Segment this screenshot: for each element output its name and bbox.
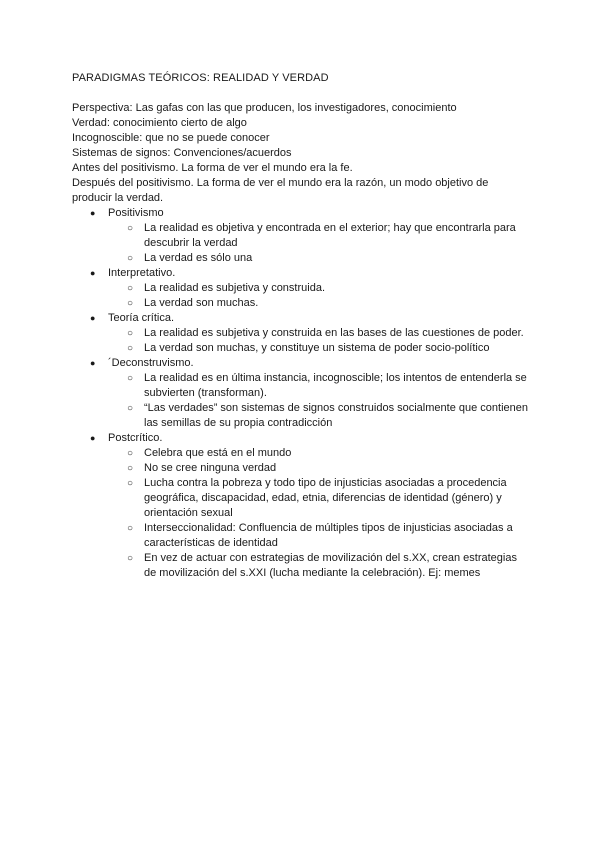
paradigm-point-text: La realidad es subjetiva y construida en las bases de las cuestiones de poder. [144,327,524,339]
sub-bullet-icon: ○ [127,283,134,294]
paradigm-point [108,341,530,356]
paradigm-item-postcritico [72,431,530,581]
paradigm-point-text: No se cree ninguna verdad [144,462,277,474]
paradigm-point [108,446,530,461]
paradigm-point [108,476,530,521]
sub-bullet-icon: ○ [127,223,134,234]
paradigm-point [108,251,530,266]
bullet-icon: ● [90,313,96,323]
paradigm-point-text: La realidad es objetiva y encontrada en el exterior; hay que encontrarla para descubrir la verdad [144,222,516,249]
sub-bullet-icon: ○ [127,463,134,474]
sub-bullet-icon: ○ [127,553,134,564]
paradigm-list [72,206,530,581]
paradigm-point [108,221,530,251]
paradigm-label: Positivismo [108,207,164,219]
paradigm-point-text: La realidad es en última instancia, incognoscible; los intentos de entenderla se subvierten (transforman). [144,372,527,399]
sub-bullet-icon: ○ [127,298,134,309]
paradigm-point-text: “Las verdades” son sistemas de signos construidos socialmente que contienen las semillas de su propia contradicción [144,402,528,429]
paradigm-label: Postcrítico. [108,432,163,444]
paradigm-point [108,401,530,431]
paradigm-point [108,521,530,551]
intro-line-perspectiva: Perspectiva: Las gafas con las que producen, los investigadores, conocimiento [72,102,457,114]
paradigm-item-teoria-critica [72,311,530,356]
bullet-icon: ● [90,268,96,278]
paradigm-sublist [108,281,530,311]
paradigm-point [108,461,530,476]
paradigm-point-text: La verdad son muchas. [144,297,259,309]
sub-bullet-icon: ○ [127,343,134,354]
intro-line-antes: Antes del positivismo. La forma de ver el mundo era la fe. [72,162,353,174]
sub-bullet-icon: ○ [127,403,134,414]
paradigm-point-text: Celebra que está en el mundo [144,447,292,459]
paradigm-point [108,371,530,401]
paradigm-item-interpretativo [72,266,530,311]
paradigm-point [108,551,530,581]
paradigm-point [108,326,530,341]
intro-line-despues: Después del positivismo. La forma de ver el mundo era la razón, un modo objetivo de producir la verdad. [72,177,489,204]
paradigm-label: Interpretativo. [108,267,176,279]
paradigm-label: Teoría crítica. [108,312,175,324]
bullet-icon: ● [90,358,96,368]
paradigm-sublist [108,221,530,266]
document-title: PARADIGMAS TEÓRICOS: REALIDAD Y VERDAD [72,72,329,84]
bullet-icon: ● [90,208,96,218]
intro-line-verdad: Verdad: conocimiento cierto de algo [72,117,247,129]
paradigm-sublist [108,371,530,431]
paradigm-label: ´Deconstruvismo. [108,357,194,369]
paradigm-point-text: La verdad es sólo una [144,252,253,264]
paradigm-point [108,281,530,296]
intro-block [72,101,530,206]
paradigm-sublist [108,446,530,581]
paradigm-point-text: La verdad son muchas, y constituye un sistema de poder socio-político [144,342,490,354]
paradigm-point [108,296,530,311]
intro-line-incognoscible: Incognoscible: que no se puede conocer [72,132,270,144]
sub-bullet-icon: ○ [127,373,134,384]
sub-bullet-icon: ○ [127,478,134,489]
sub-bullet-icon: ○ [127,253,134,264]
paradigm-point-text: La realidad es subjetiva y construida. [144,282,325,294]
intro-line-sistemas: Sistemas de signos: Convenciones/acuerdos [72,147,292,159]
paradigm-item-positivismo [72,206,530,266]
paradigm-sublist [108,326,530,356]
sub-bullet-icon: ○ [127,448,134,459]
sub-bullet-icon: ○ [127,523,134,534]
bullet-icon: ● [90,433,96,443]
sub-bullet-icon: ○ [127,328,134,339]
paradigm-point-text: Lucha contra la pobreza y todo tipo de injusticias asociadas a procedencia geográfica, discapacidad, edad, etnia, diferencias de identidad (género) y orientación sexual [144,477,507,519]
paradigm-item-deconstruvismo [72,356,530,431]
paradigm-point-text: Interseccionalidad: Confluencia de múltiples tipos de injusticias asociadas a características de identidad [144,522,513,549]
paradigm-point-text: En vez de actuar con estrategias de movilización del s.XX, crean estrategias de movilización del s.XXI (lucha mediante la celebración). Ej: memes [144,552,517,579]
